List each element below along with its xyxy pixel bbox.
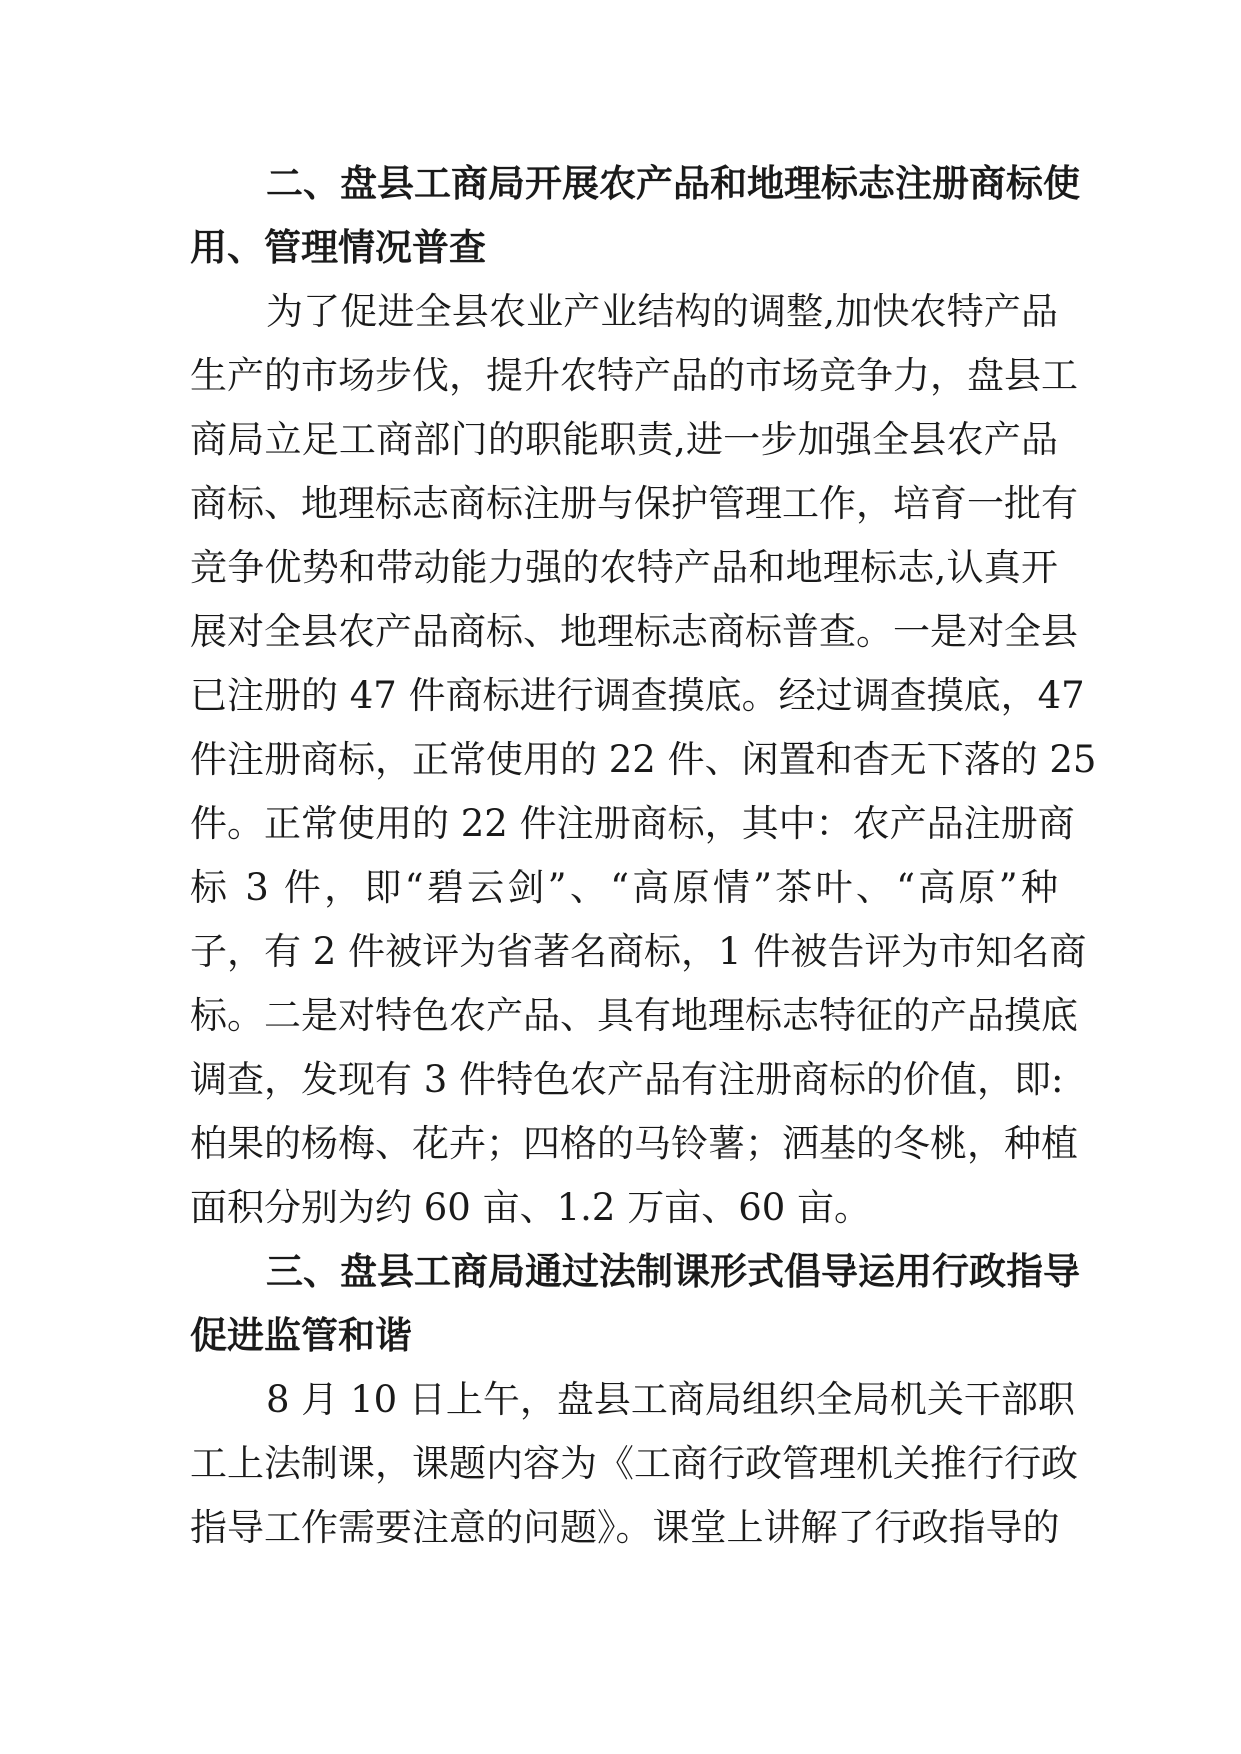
heading-line: 促进监管和谐 <box>190 1314 412 1357</box>
paragraph-line: 标。二是对特色农产品、具有地理标志特征的产品摸底 <box>190 994 1078 1037</box>
paragraph-line: 工上法制课，课题内容为《工商行政管理机关推行行政 <box>190 1442 1078 1485</box>
paragraph-line: 子，有 2 件被评为省著名商标，1 件被告评为市知名商 <box>190 930 1087 973</box>
paragraph-line: 调查，发现有 3 件特色农产品有注册商标的价值，即: <box>190 1058 1064 1101</box>
paragraph-line: 已注册的 47 件商标进行调查摸底。经过调查摸底，47 <box>190 674 1085 717</box>
heading-line: 三、盘县工商局通过法制课形式倡导运用行政指导 <box>266 1250 1080 1293</box>
paragraph-line: 面积分别为约 60 亩、1.2 万亩、60 亩。 <box>190 1186 872 1229</box>
paragraph-line: 竞争优势和带动能力强的农特产品和地理标志,认真开 <box>190 546 1058 589</box>
paragraph-line: 指导工作需要注意的问题》。课堂上讲解了行政指导的 <box>190 1506 1060 1549</box>
heading-line: 二、盘县工商局开展农产品和地理标志注册商标使 <box>266 162 1080 205</box>
paragraph-line: 件。正常使用的 22 件注册商标，其中：农产品注册商 <box>190 802 1075 845</box>
paragraph-line: 8 月 10 日上午，盘县工商局组织全局机关干部职 <box>266 1378 1075 1421</box>
paragraph-line: 标 3 件，即“碧云剑”、“高原情”茶叶、“高原”种 <box>190 866 1058 909</box>
paragraph-line: 商标、地理标志商标注册与保护管理工作，培育一批有 <box>190 482 1078 525</box>
heading-line: 用、管理情况普查 <box>190 226 486 269</box>
document-page <box>190 152 1097 1560</box>
paragraph-line: 为了促进全县农业产业结构的调整,加快农特产品 <box>266 290 1058 333</box>
paragraph-line: 柏果的杨梅、花卉；四格的马铃薯；洒基的冬桃，种植 <box>190 1122 1078 1165</box>
section-2-heading <box>190 152 1080 280</box>
section-3-heading <box>190 1240 1080 1368</box>
section-2-paragraph <box>190 280 1097 1240</box>
paragraph-line: 生产的市场步伐，提升农特产品的市场竞争力，盘县工 <box>190 354 1078 397</box>
section-3-paragraph <box>190 1368 1078 1560</box>
paragraph-line: 展对全县农产品商标、地理标志商标普查。一是对全县 <box>190 610 1078 653</box>
paragraph-line: 件注册商标，正常使用的 22 件、闲置和杳无下落的 25 <box>190 738 1097 781</box>
paragraph-line: 商局立足工商部门的职能职责,进一步加强全县农产品 <box>190 418 1058 461</box>
